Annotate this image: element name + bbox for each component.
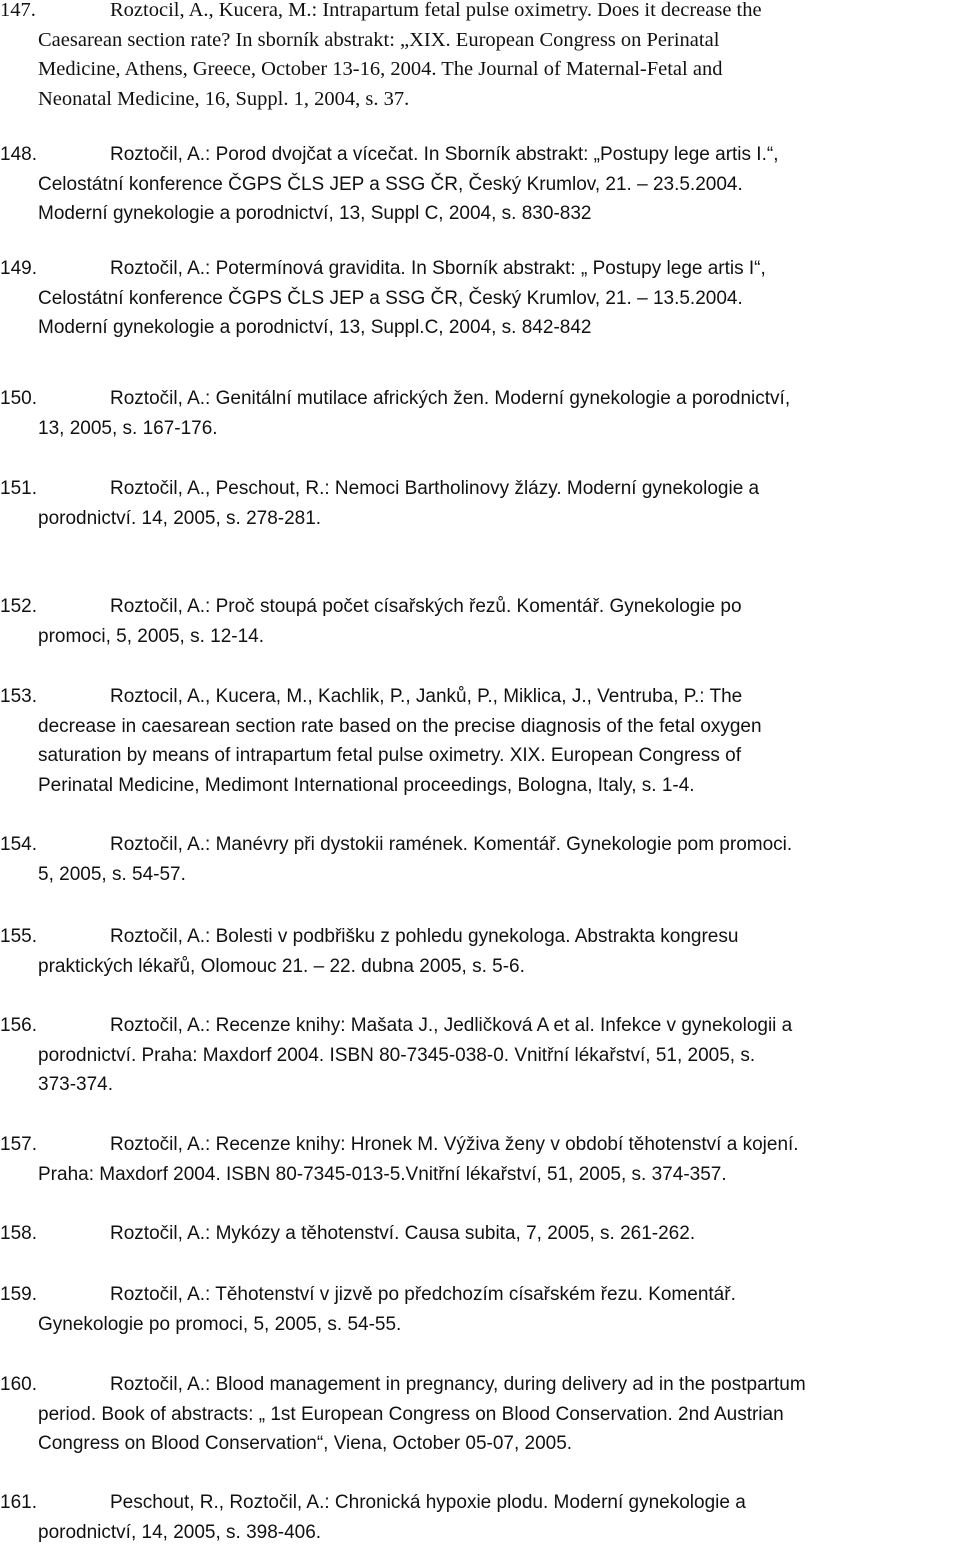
reference-160: [0, 1370, 960, 1459]
reference-line: [0, 1518, 960, 1547]
reference-number: 154.: [0, 834, 37, 855]
reference-number: 150.: [0, 388, 37, 409]
reference-text: saturation by means of intrapartum fetal pulse oximetry. XIX. European Congress of: [38, 745, 741, 766]
reference-line: [0, 1070, 960, 1100]
reference-line: [0, 1041, 960, 1071]
reference-text: Roztočil, A.: Porod dvojčat a vícečat. In Sborník abstrakt: „Postupy lege artis I.“,: [110, 144, 779, 165]
reference-line: [0, 170, 960, 200]
reference-149: [0, 254, 960, 343]
reference-text: Roztočil, A.: Recenze knihy: Hronek M. Výživa ženy v období těhotenství a kojení.: [110, 1134, 799, 1155]
reference-line: [0, 1400, 960, 1430]
reference-line: [0, 1160, 960, 1190]
reference-text: Caesarean section rate? In sborník abstrakt: „XIX. European Congress on Perinatal: [38, 28, 720, 51]
reference-number: 147.: [0, 0, 36, 21]
reference-text: Moderní gynekologie a porodnictví, 13, Suppl C, 2004, s. 830-832: [38, 203, 592, 224]
reference-number: 159.: [0, 1284, 37, 1305]
reference-text: promoci, 5, 2005, s. 12-14.: [38, 625, 265, 647]
reference-line: [0, 140, 960, 170]
reference-161: [0, 1488, 960, 1547]
reference-158: [0, 1219, 960, 1249]
reference-156: [0, 1011, 960, 1100]
reference-line: [0, 254, 960, 284]
reference-text: 5, 2005, s. 54-57.: [38, 863, 186, 885]
reference-text: porodnictví. 14, 2005, s. 278-281.: [38, 507, 322, 529]
reference-number: 155.: [0, 926, 37, 947]
reference-line: [0, 1280, 960, 1310]
reference-number: 151.: [0, 478, 37, 499]
reference-line: [0, 474, 960, 504]
reference-line: [0, 830, 960, 860]
reference-text: Roztočil, A.: Těhotenství v jizvě po předchozím císařském řezu. Komentář.: [110, 1284, 736, 1305]
reference-line: [0, 922, 960, 952]
reference-text: praktických lékařů, Olomouc 21. – 22. dubna 2005, s. 5-6.: [38, 955, 525, 977]
reference-text: 13, 2005, s. 167-176.: [38, 417, 218, 439]
reference-line: [0, 284, 960, 314]
reference-number: 149.: [0, 258, 37, 279]
reference-text: Celostátní konference ČGPS ČLS JEP a SSG ČR, Český Krumlov, 21. – 13.5.2004.: [38, 287, 743, 309]
reference-text: Roztočil, A.: Bolesti v podbřišku z pohledu gynekologa. Abstrakta kongresu: [110, 926, 739, 947]
reference-text: Roztočil, A.: Mykózy a těhotenství. Causa subita, 7, 2005, s. 261-262.: [110, 1223, 696, 1244]
reference-150: [0, 384, 960, 443]
reference-text: Neonatal Medicine, 16, Suppl. 1, 2004, s. 37.: [38, 87, 410, 110]
reference-line: [0, 592, 960, 622]
reference-line: [0, 414, 960, 444]
reference-line: [0, 1310, 960, 1340]
reference-number: 156.: [0, 1015, 37, 1036]
reference-line: [0, 771, 960, 801]
reference-line: [0, 622, 960, 652]
reference-line: [0, 199, 960, 229]
reference-text: Perinatal Medicine, Medimont International proceedings, Bologna, Italy, s. 1-4.: [38, 774, 695, 796]
reference-line: [0, 384, 960, 414]
reference-number: 153.: [0, 686, 37, 707]
reference-text: decrease in caesarean section rate based on the precise diagnosis of the fetal oxygen: [38, 715, 762, 737]
reference-text: Roztocil, A., Kucera, M., Kachlik, P., Janků, P., Miklica, J., Ventruba, P.: The: [110, 686, 743, 707]
reference-155: [0, 922, 960, 981]
reference-152: [0, 592, 960, 651]
reference-line: [0, 860, 960, 890]
reference-153: [0, 682, 960, 800]
reference-line: [0, 55, 960, 85]
reference-text: Celostátní konference ČGPS ČLS JEP a SSG ČR, Český Krumlov, 21. – 23.5.2004.: [38, 173, 743, 195]
reference-text: 373-374.: [38, 1074, 114, 1095]
reference-line: [0, 682, 960, 712]
reference-text: Congress on Blood Conservation“, Viena, October 05-07, 2005.: [38, 1433, 573, 1454]
reference-line: [0, 741, 960, 771]
reference-157: [0, 1130, 960, 1189]
reference-159: [0, 1280, 960, 1339]
reference-line: [0, 712, 960, 742]
reference-line: [0, 1488, 960, 1518]
reference-text: Roztočil, A., Peschout, R.: Nemoci Bartholinovy žlázy. Moderní gynekologie a: [110, 478, 760, 499]
reference-line: [0, 1130, 960, 1160]
reference-line: [0, 313, 960, 343]
reference-line: [0, 1429, 960, 1459]
reference-text: Roztočil, A.: Blood management in pregnancy, during delivery ad in the postpartum: [110, 1374, 806, 1395]
reference-line: [0, 504, 960, 534]
reference-line: [0, 1011, 960, 1041]
reference-line: [0, 26, 960, 56]
reference-text: porodnictví, 14, 2005, s. 398-406.: [38, 1521, 322, 1543]
reference-text: Roztočil, A.: Proč stoupá počet císařských řezů. Komentář. Gynekologie po: [110, 596, 742, 617]
reference-number: 148.: [0, 144, 37, 165]
reference-148: [0, 140, 960, 229]
reference-line: [0, 1370, 960, 1400]
reference-text: Peschout, R., Roztočil, A.: Chronická hypoxie plodu. Moderní gynekologie a: [110, 1492, 746, 1513]
reference-number: 157.: [0, 1134, 37, 1155]
reference-text: Roztocil, A., Kucera, M.: Intrapartum fetal pulse oximetry. Does it decrease the: [110, 0, 762, 21]
reference-number: 152.: [0, 596, 37, 617]
reference-line: [0, 85, 960, 115]
reference-number: 158.: [0, 1223, 37, 1244]
reference-text: Roztočil, A.: Manévry při dystokii ramének. Komentář. Gynekologie pom promoci.: [110, 834, 793, 855]
reference-line: [0, 1219, 960, 1249]
reference-number: 161.: [0, 1492, 37, 1513]
reference-151: [0, 474, 960, 533]
reference-text: Praha: Maxdorf 2004. ISBN 80-7345-013-5.Vnitřní lékařství, 51, 2005, s. 374-357.: [38, 1163, 727, 1185]
reference-line: [0, 952, 960, 982]
reference-number: 160.: [0, 1374, 37, 1395]
reference-line: [0, 0, 960, 26]
reference-text: period. Book of abstracts: „ 1st European Congress on Blood Conservation. 2nd Austrian: [38, 1403, 784, 1425]
reference-text: Roztočil, A.: Genitální mutilace afrických žen. Moderní gynekologie a porodnictví,: [110, 388, 791, 409]
reference-text: Moderní gynekologie a porodnictví, 13, Suppl.C, 2004, s. 842-842: [38, 317, 592, 338]
reference-text: Medicine, Athens, Greece, October 13-16, 2004. The Journal of Maternal-Fetal and: [38, 58, 723, 80]
reference-text: Roztočil, A.: Recenze knihy: Mašata J., Jedličková A et al. Infekce v gynekologii a: [110, 1015, 793, 1036]
reference-text: porodnictví. Praha: Maxdorf 2004. ISBN 80-7345-038-0. Vnitřní lékařství, 51, 2005, s.: [38, 1044, 756, 1066]
reference-text: Gynekologie po promoci, 5, 2005, s. 54-55.: [38, 1313, 402, 1335]
reference-147: [0, 0, 960, 114]
reference-text: Roztočil, A.: Potermínová gravidita. In Sborník abstrakt: „ Postupy lege artis I“,: [110, 258, 766, 279]
reference-154: [0, 830, 960, 889]
